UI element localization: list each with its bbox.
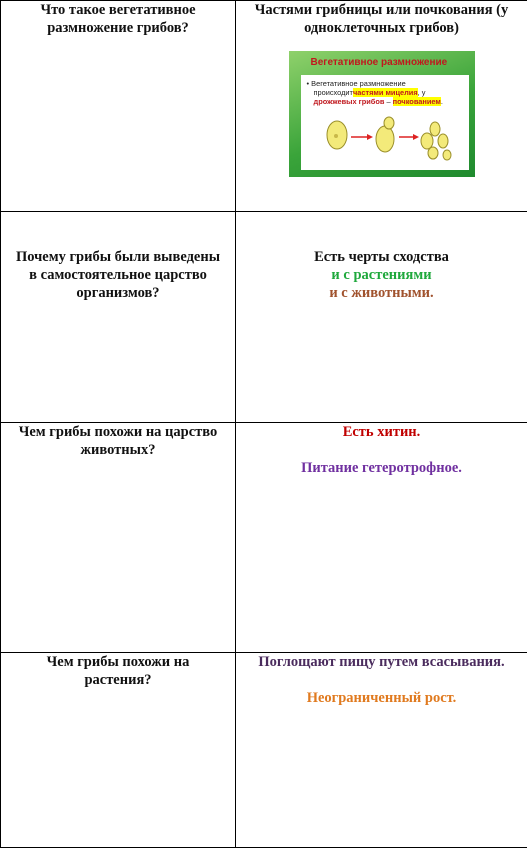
colony-cell-icon <box>430 122 440 136</box>
slide-highlight: дрожжевых грибов <box>314 97 385 106</box>
question-text: Чем грибы похожи на царство <box>1 423 235 441</box>
question-cell <box>1 423 236 653</box>
yeast-budding-illustration <box>323 115 453 165</box>
colony-cell-icon <box>428 147 438 159</box>
bud-icon <box>384 117 394 129</box>
slide-image <box>289 51 475 177</box>
bullet-icon: • <box>307 79 310 88</box>
question-text: растения? <box>1 671 235 689</box>
slide-title: Вегетативное размножение <box>311 57 448 69</box>
card-row <box>1 653 527 848</box>
question-text: размножение грибов? <box>1 19 235 37</box>
answer-cell <box>236 212 527 423</box>
answer-cell <box>236 423 527 653</box>
slide-highlight: частями мицелия <box>353 88 418 97</box>
slide-text-part: происходит <box>307 88 353 97</box>
slide-content <box>301 75 469 170</box>
answer-cell <box>236 1 527 212</box>
answer-text-absorption: Поглощают пищу путем всасывания. <box>236 653 527 671</box>
question-cell <box>1 212 236 423</box>
answer-text: Частями грибницы или почкования (у <box>236 1 527 19</box>
answer-text-growth: Неограниченный рост. <box>236 689 527 707</box>
question-text: животных? <box>1 441 235 459</box>
answer-text: Есть черты сходства <box>236 248 527 266</box>
colony-cell-icon <box>443 150 451 160</box>
slide-highlight: почкованием <box>393 97 441 106</box>
card-row <box>1 212 527 423</box>
slide-text-part: . <box>441 97 443 106</box>
question-text: Что такое вегетативное <box>1 1 235 19</box>
slide-text-part: , у <box>418 88 426 97</box>
colony-cell-icon <box>438 134 448 148</box>
answer-text-animals: и с животными. <box>236 284 527 302</box>
slide-text <box>307 79 465 106</box>
question-text: в самостоятельное царство <box>1 266 235 284</box>
arrowhead-icon <box>367 134 373 140</box>
answer-text-chitin: Есть хитин. <box>236 423 527 441</box>
nucleus-icon <box>334 134 338 138</box>
answer-text-plants: и с растениями <box>236 266 527 284</box>
answer-cell <box>236 653 527 848</box>
question-cell <box>1 1 236 212</box>
colony-cell-icon <box>421 133 433 149</box>
answer-text-nutrition: Питание гетеротрофное. <box>236 459 527 477</box>
card-row <box>1 423 527 653</box>
question-text: Чем грибы похожи на <box>1 653 235 671</box>
slide-text-part: – <box>384 97 392 106</box>
question-text: Почему грибы были выведены <box>1 248 235 266</box>
answer-text: одноклеточных грибов) <box>236 19 527 37</box>
budding-cell-icon <box>376 126 394 152</box>
question-cell <box>1 653 236 848</box>
card-row <box>1 1 527 212</box>
question-text: организмов? <box>1 284 235 302</box>
arrowhead-icon <box>413 134 419 140</box>
slide-text-part: Вегетативное размножение <box>311 79 406 88</box>
